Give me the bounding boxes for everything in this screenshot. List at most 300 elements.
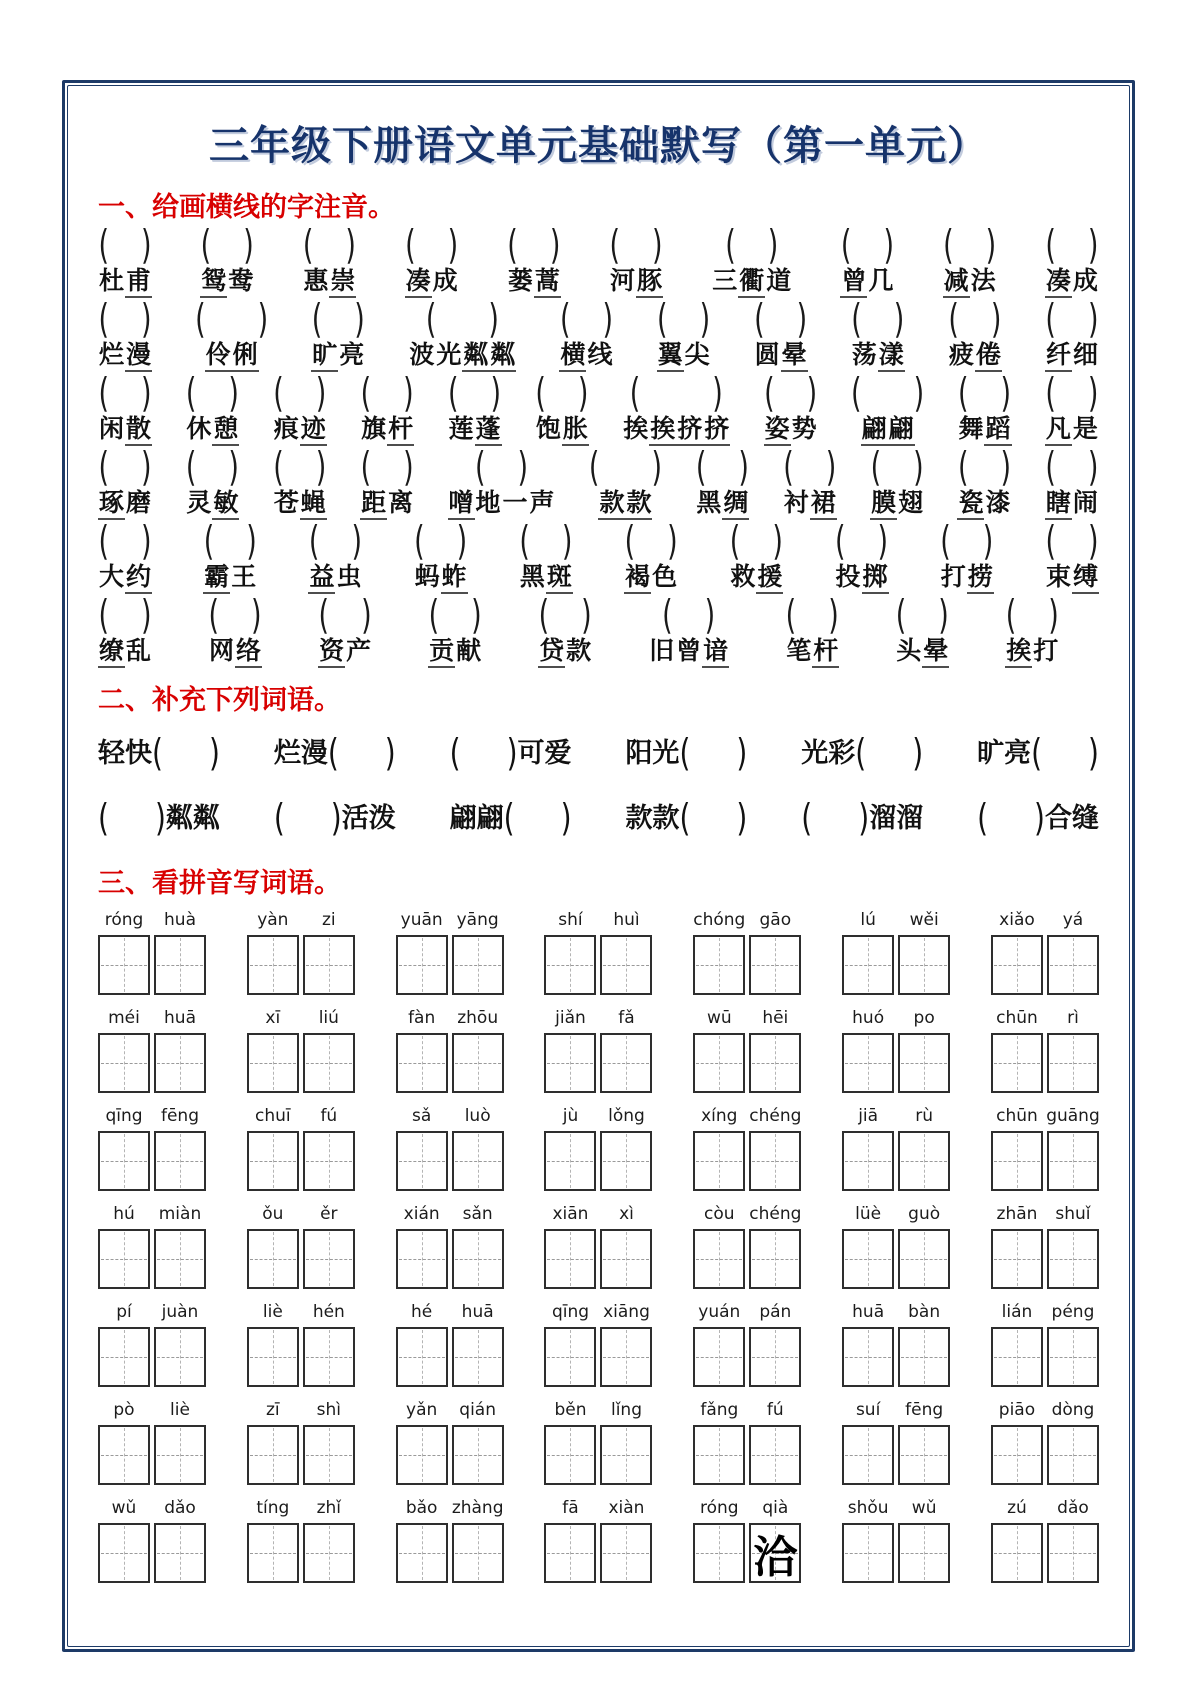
pinyin-label: xī <box>265 1008 281 1028</box>
syllable-cell <box>98 1400 150 1485</box>
close-paren: ) <box>246 517 257 565</box>
word-unit <box>273 369 327 446</box>
open-paren: ( <box>185 369 197 417</box>
syllable-cell <box>154 1204 206 1289</box>
close-paren: ) <box>251 591 262 639</box>
writing-box <box>693 1425 745 1485</box>
syllable-cell <box>842 1498 894 1583</box>
syllable-cell <box>898 1498 950 1583</box>
pinyin-word-group <box>98 910 206 995</box>
word-text <box>273 412 327 446</box>
underlined-char: 憩 <box>212 414 239 446</box>
close-paren: ) <box>354 295 365 343</box>
pinyin-label: pán <box>759 1302 792 1322</box>
writing-box <box>842 1131 894 1191</box>
underlined-char: 斑 <box>546 562 573 594</box>
syllable-cell <box>991 1302 1043 1387</box>
writing-box <box>898 1033 950 1093</box>
close-paren: ) <box>651 443 662 491</box>
open-paren: ( <box>428 591 440 639</box>
word-unit <box>507 221 561 298</box>
close-paren: ) <box>1087 221 1099 269</box>
word-text <box>208 634 262 668</box>
pinyin-label: yuán <box>698 1302 741 1322</box>
writing-box <box>693 935 745 995</box>
open-paren: ( <box>273 443 284 491</box>
pinyin-label: hēi <box>762 1008 789 1028</box>
word-unit <box>870 443 924 520</box>
pinyin-label: qīng <box>105 1106 143 1126</box>
syllable-cell <box>303 1204 355 1289</box>
writing-box <box>842 1229 894 1289</box>
char: 打 <box>1033 636 1059 665</box>
char: 笔 <box>786 636 812 665</box>
pinyin-label: xiān <box>552 1204 589 1224</box>
pinyin-word-group <box>693 910 801 995</box>
pinyin-word-group <box>842 1204 950 1289</box>
pinyin-word-group <box>991 1498 1099 1583</box>
writing-box <box>749 1033 801 1093</box>
syllable-cell <box>154 1400 206 1485</box>
underlined-char: 琢 <box>98 488 125 520</box>
close-paren: ) <box>228 443 239 491</box>
word-text <box>895 634 949 668</box>
pinyin-label: yá <box>1062 910 1084 930</box>
page-title: 三年级下册语文单元基础默写（第一单元） <box>209 123 988 169</box>
word-part: 烂漫 <box>273 738 328 769</box>
char: 黑 <box>696 488 722 517</box>
annotation-row <box>98 221 1099 298</box>
pinyin-label: huā <box>461 1302 494 1322</box>
pinyin-label: liú <box>318 1008 339 1028</box>
syllable-cell <box>898 1400 950 1485</box>
word-text <box>98 338 152 372</box>
writing-box <box>1047 1425 1099 1485</box>
close-paren: ) <box>243 221 254 269</box>
pinyin-label: fǎ <box>618 1008 635 1028</box>
pinyin-word-group <box>693 1008 801 1093</box>
pinyin-label: fǎng <box>700 1400 739 1420</box>
word-text <box>754 338 808 372</box>
word-unit <box>622 369 730 446</box>
word-unit <box>940 517 994 594</box>
word-text <box>405 264 459 298</box>
pinyin-blank <box>948 295 1002 343</box>
word-text <box>203 560 257 594</box>
open-paren: ( <box>764 369 775 417</box>
pinyin-word-group <box>842 1400 950 1485</box>
pinyin-blank <box>729 517 783 565</box>
close-paren: ) <box>982 517 994 565</box>
close-paren: ) <box>667 517 678 565</box>
char: 磨 <box>126 488 152 517</box>
pinyin-word-group <box>247 1204 355 1289</box>
pinyin-blank <box>851 369 925 417</box>
syllable-cell <box>749 1498 801 1583</box>
writing-box <box>98 935 150 995</box>
underlined-char: 翼 <box>657 340 684 372</box>
pinyin-label: wǔ <box>111 1498 137 1518</box>
open-paren: ( <box>754 295 765 343</box>
fill-word-item <box>449 795 572 840</box>
syllable-cell <box>98 910 150 995</box>
word-text <box>538 634 592 668</box>
word-text <box>851 338 905 372</box>
pinyin-word-group <box>98 1302 206 1387</box>
pinyin-blank <box>624 517 678 565</box>
pinyin-label: dǎo <box>164 1498 196 1518</box>
close-paren: ) <box>985 221 997 269</box>
open-paren: ( <box>851 295 862 343</box>
underlined-char: 距 <box>360 488 387 520</box>
pinyin-word-group <box>991 1106 1099 1191</box>
char: 是 <box>1072 414 1098 443</box>
pinyin-blank <box>895 591 949 639</box>
syllable-cell <box>693 1400 745 1485</box>
syllable-cell <box>898 910 950 995</box>
word-part: 活泼 <box>341 803 396 834</box>
open-paren: ( <box>840 221 852 269</box>
word-unit <box>195 295 269 372</box>
syllable-cell <box>1047 1204 1099 1289</box>
underlined-char: 翩 <box>861 414 888 446</box>
pinyin-blank <box>360 369 414 417</box>
word-text <box>98 486 152 520</box>
pinyin-word-group <box>544 1302 652 1387</box>
char: 莲 <box>448 414 474 443</box>
pinyin-label: còu <box>704 1204 735 1224</box>
underlined-char: 胀 <box>562 414 589 446</box>
pinyin-label: piāo <box>998 1400 1036 1420</box>
writing-box <box>247 1327 299 1387</box>
pinyin-label: chóng <box>693 910 746 930</box>
writing-box <box>898 1131 950 1191</box>
char: 献 <box>456 636 482 665</box>
pinyin-grid-row <box>98 1008 1099 1093</box>
pinyin-blank <box>840 221 894 269</box>
fill-word-item <box>98 730 220 775</box>
close-paren: ) <box>447 221 459 269</box>
char: 款 <box>566 636 592 665</box>
pinyin-label: qīng <box>551 1302 590 1322</box>
syllable-cell <box>600 910 652 995</box>
close-paren: ) <box>315 369 327 417</box>
word-unit <box>405 221 459 298</box>
open-paren: ( <box>327 730 339 775</box>
underlined-char: 粼 <box>489 340 516 372</box>
syllable-cell <box>396 1498 448 1583</box>
underlined-char: 纤 <box>1045 340 1072 372</box>
word-text <box>598 486 652 520</box>
syllable-cell <box>898 1008 950 1093</box>
writing-box <box>544 1523 596 1583</box>
pinyin-label: fú <box>766 1400 784 1420</box>
syllable-cell <box>98 1498 150 1583</box>
writing-box <box>693 1229 745 1289</box>
underlined-char: 翩 <box>888 414 915 446</box>
underlined-char: 蝇 <box>300 488 327 520</box>
pinyin-word-group <box>396 1106 504 1191</box>
char: 河 <box>610 266 636 295</box>
word-unit <box>273 443 327 520</box>
pinyin-label: fēng <box>160 1106 199 1126</box>
writing-box <box>396 1131 448 1191</box>
syllable-cell <box>154 1498 206 1583</box>
syllable-cell <box>842 1008 894 1093</box>
pinyin-word-group <box>991 1008 1099 1093</box>
word-unit <box>98 369 152 446</box>
writing-box <box>600 1425 652 1485</box>
pinyin-blank <box>851 295 905 343</box>
writing-box <box>749 1327 801 1387</box>
char: 灵 <box>186 488 212 517</box>
close-paren: ) <box>858 795 870 840</box>
fill-word-item <box>273 730 396 775</box>
word-unit <box>98 591 152 668</box>
close-paren: ) <box>345 221 356 269</box>
word-unit <box>588 443 662 520</box>
word-unit <box>754 295 808 372</box>
word-unit <box>1045 221 1099 298</box>
syllable-cell <box>991 1008 1043 1093</box>
pinyin-blank <box>538 591 592 639</box>
close-paren: ) <box>893 295 905 343</box>
fill-word-item <box>273 795 396 840</box>
close-paren: ) <box>738 443 749 491</box>
char: 旗 <box>361 414 387 443</box>
underlined-char: 减 <box>943 266 970 298</box>
word-unit <box>360 443 414 520</box>
open-paren: ( <box>679 795 691 840</box>
word-text <box>657 338 711 372</box>
pinyin-label: shí <box>558 910 583 930</box>
char: 离 <box>388 488 414 517</box>
word-unit <box>948 295 1002 372</box>
pinyin-label: huì <box>613 910 640 930</box>
word-unit <box>448 443 556 520</box>
syllable-cell <box>749 1008 801 1093</box>
pinyin-label: huā <box>164 1008 196 1028</box>
writing-box <box>1047 935 1099 995</box>
char: 几 <box>868 266 894 295</box>
writing-box <box>1047 1327 1099 1387</box>
open-paren: ( <box>474 443 486 491</box>
underlined-char: 络 <box>235 636 262 668</box>
word-unit <box>311 295 365 372</box>
syllable-cell <box>749 1400 801 1485</box>
pinyin-word-group <box>247 1498 355 1583</box>
writing-box <box>842 1425 894 1485</box>
writing-box <box>452 1033 504 1093</box>
word-text <box>98 634 152 668</box>
open-paren: ( <box>360 369 372 417</box>
underlined-char: 挤 <box>703 414 730 446</box>
pinyin-word-group <box>544 910 652 995</box>
prefilled-char: 洽 <box>753 1532 798 1583</box>
close-paren: ) <box>912 730 924 775</box>
pinyin-word-group <box>991 1400 1099 1485</box>
syllable-cell <box>1047 910 1099 995</box>
pinyin-word-group <box>247 1008 355 1093</box>
char: 救 <box>730 562 756 591</box>
close-paren: ) <box>1000 369 1012 417</box>
syllable-cell <box>898 1106 950 1191</box>
syllable-cell <box>452 1204 504 1289</box>
pinyin-label: yàn <box>257 910 289 930</box>
syllable-cell <box>544 1302 596 1387</box>
underlined-char: 挨 <box>1005 636 1032 668</box>
pinyin-blank <box>98 221 152 269</box>
char: 蒌 <box>507 266 533 295</box>
syllable-cell <box>98 1106 150 1191</box>
word-text <box>414 560 468 594</box>
underlined-char: 资 <box>318 636 345 668</box>
pinyin-word-group <box>693 1400 801 1485</box>
pinyin-blank <box>1045 443 1099 491</box>
close-paren: ) <box>141 295 152 343</box>
close-paren: ) <box>488 295 499 343</box>
pinyin-word-group <box>396 1302 504 1387</box>
writing-box <box>749 1425 801 1485</box>
syllable-cell <box>396 910 448 995</box>
section3-rows <box>98 910 1099 1583</box>
syllable-cell <box>247 1106 299 1191</box>
syllable-cell <box>842 1400 894 1485</box>
underlined-char: 漾 <box>878 340 905 372</box>
close-paren: ) <box>141 369 152 417</box>
pinyin-word-group <box>693 1302 801 1387</box>
char: 圆 <box>754 340 780 369</box>
open-paren: ( <box>414 517 425 565</box>
syllable-cell <box>749 1302 801 1387</box>
pinyin-label: sǎ <box>412 1106 432 1126</box>
char: 势 <box>791 414 817 443</box>
close-paren: ) <box>796 295 808 343</box>
open-paren: ( <box>895 591 907 639</box>
writing-box <box>991 1327 1043 1387</box>
word-text <box>840 264 894 298</box>
char: 翅 <box>898 488 924 517</box>
open-paren: ( <box>152 730 163 775</box>
pinyin-label: rù <box>915 1106 934 1126</box>
word-unit <box>519 517 573 594</box>
pinyin-word-group <box>544 1204 652 1289</box>
char: 网 <box>209 636 235 665</box>
syllable-cell <box>749 910 801 995</box>
writing-box <box>396 1523 448 1583</box>
syllable-cell <box>247 1302 299 1387</box>
word-text <box>711 264 792 298</box>
open-paren: ( <box>507 221 518 269</box>
writing-box <box>991 1229 1043 1289</box>
close-paren: ) <box>736 730 748 775</box>
close-paren: ) <box>704 591 716 639</box>
pinyin-blank <box>507 221 561 269</box>
char: 一 <box>502 488 528 517</box>
char: 饱 <box>535 414 561 443</box>
close-paren: ) <box>828 591 839 639</box>
underlined-char: 援 <box>756 562 783 594</box>
section2-heading: 二、补充下列词语。 <box>98 685 341 716</box>
open-paren: ( <box>311 295 323 343</box>
pinyin-label: jiǎn <box>555 1008 586 1028</box>
underlined-char: 蚱 <box>441 562 468 594</box>
word-text <box>273 486 327 520</box>
writing-box <box>247 935 299 995</box>
pinyin-label: xiǎo <box>999 910 1035 930</box>
open-paren: ( <box>98 295 110 343</box>
word-unit <box>1045 517 1099 594</box>
char: 线 <box>587 340 613 369</box>
pinyin-blank <box>200 221 254 269</box>
pinyin-word-group <box>544 1008 652 1093</box>
close-paren: ) <box>471 591 482 639</box>
writing-box <box>842 1327 894 1387</box>
close-paren: ) <box>1048 591 1059 639</box>
char: 曾 <box>676 636 702 665</box>
pinyin-label: bàn <box>908 1302 941 1322</box>
syllable-cell <box>842 1106 894 1191</box>
pinyin-word-group <box>544 1106 652 1191</box>
annotation-row <box>98 517 1099 594</box>
pinyin-grid-row <box>98 1400 1099 1485</box>
word-part: 阳光 <box>625 738 680 769</box>
writing-box <box>842 1523 894 1583</box>
underlined-char: 缭 <box>98 636 125 668</box>
word-unit <box>318 591 372 668</box>
pinyin-word-group <box>98 1008 206 1093</box>
writing-box <box>154 935 206 995</box>
word-part: 轻快 <box>98 738 152 769</box>
syllable-cell <box>1047 1498 1099 1583</box>
word-unit <box>98 443 152 520</box>
open-paren: ( <box>1045 369 1056 417</box>
underlined-char: 裙 <box>810 488 837 520</box>
word-text <box>695 486 749 520</box>
writing-box <box>303 935 355 995</box>
close-paren: ) <box>581 591 592 639</box>
pinyin-word-group <box>247 910 355 995</box>
writing-box <box>600 1229 652 1289</box>
open-paren: ( <box>957 369 969 417</box>
pinyin-word-group <box>247 1400 355 1485</box>
word-text <box>559 338 613 372</box>
pinyin-label: luò <box>464 1106 491 1126</box>
writing-box <box>396 1425 448 1485</box>
pinyin-label: chéng <box>749 1204 802 1224</box>
pinyin-label: zī <box>266 1400 280 1420</box>
word-part: 粼粼 <box>165 803 220 834</box>
syllable-cell <box>544 1400 596 1485</box>
word-text <box>624 560 678 594</box>
open-paren: ( <box>273 369 284 417</box>
pinyin-blank <box>98 295 152 343</box>
syllable-cell <box>600 1008 652 1093</box>
worksheet-page <box>67 85 1130 1647</box>
underlined-char: 敏 <box>212 488 239 520</box>
word-text <box>835 560 889 594</box>
syllable-cell <box>303 1302 355 1387</box>
open-paren: ( <box>977 795 988 840</box>
pinyin-grid-row <box>98 1106 1099 1191</box>
word-unit <box>729 517 783 594</box>
word-text <box>360 412 414 446</box>
close-paren: ) <box>403 443 414 491</box>
word-unit <box>764 369 818 446</box>
pinyin-blank <box>273 443 327 491</box>
word-unit <box>657 295 711 372</box>
writing-box <box>396 935 448 995</box>
